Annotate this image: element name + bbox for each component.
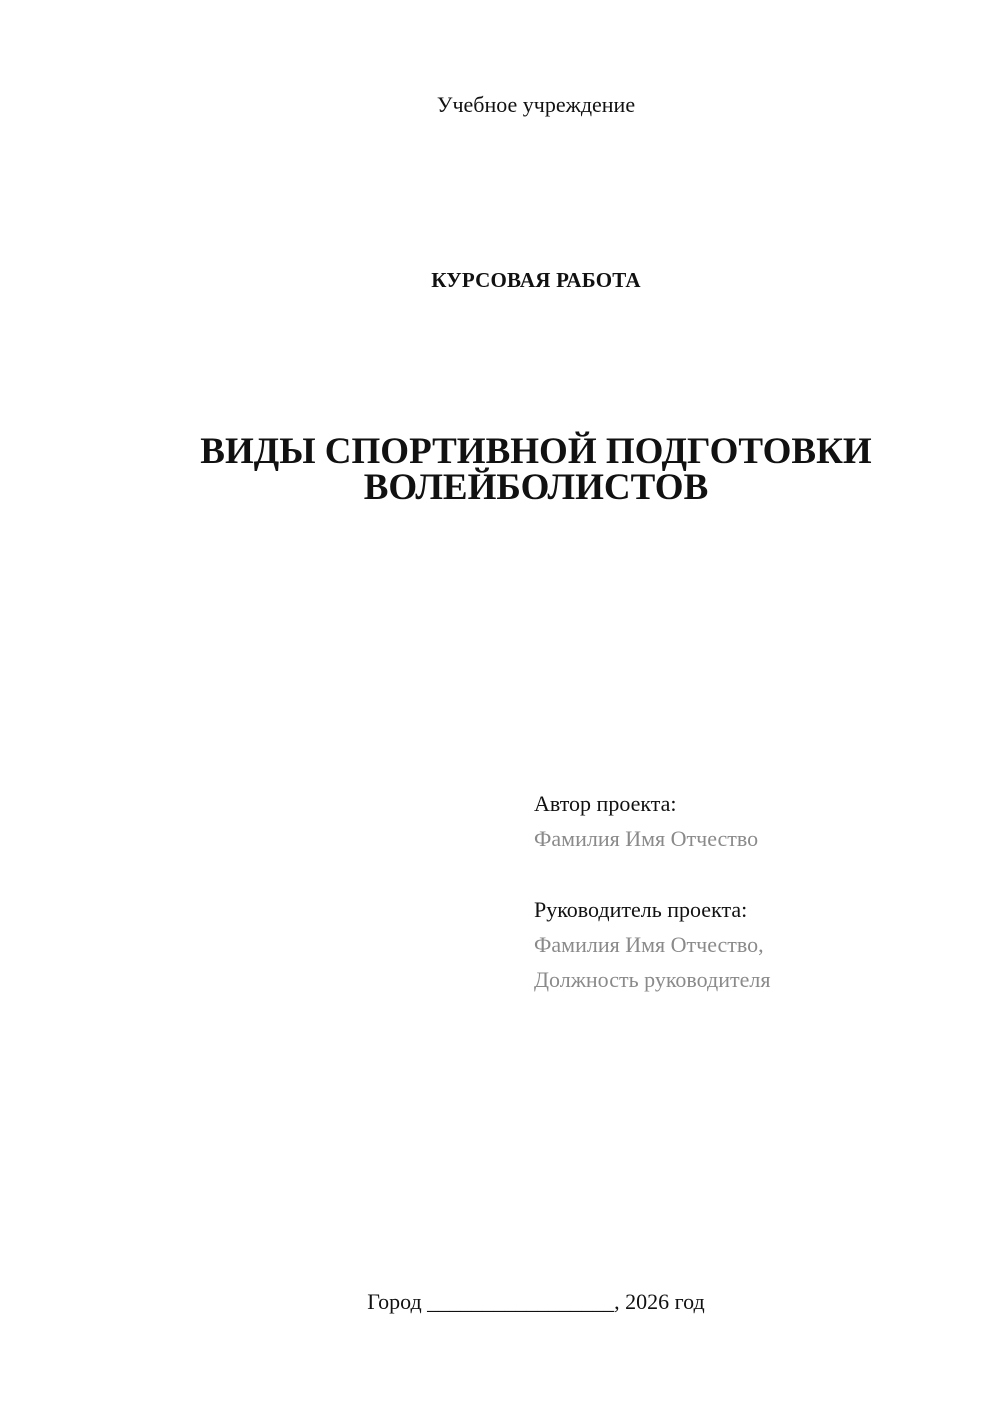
work-type: КУРСОВАЯ РАБОТА: [431, 268, 641, 292]
credits-spacer: [534, 856, 974, 892]
document-title: [0, 431, 1000, 508]
document-title-line-1: ВИДЫ СПОРТИВНОЙ ПОДГОТОВКИ: [200, 431, 872, 472]
author-name: Фамилия Имя Отчество: [534, 826, 759, 851]
author-label: Автор проекта:: [534, 791, 677, 816]
city-year: Город _________________, 2026 год: [367, 1289, 705, 1314]
supervisor-position: Должность руководителя: [534, 967, 771, 992]
document-title-line-2: ВОЛЕЙБОЛИСТОВ: [363, 467, 709, 508]
supervisor-label: Руководитель проекта:: [534, 897, 748, 922]
institution-name: Учебное учреждение: [436, 92, 636, 117]
credits-block: [534, 786, 974, 997]
supervisor-name: Фамилия Имя Отчество,: [534, 932, 764, 957]
